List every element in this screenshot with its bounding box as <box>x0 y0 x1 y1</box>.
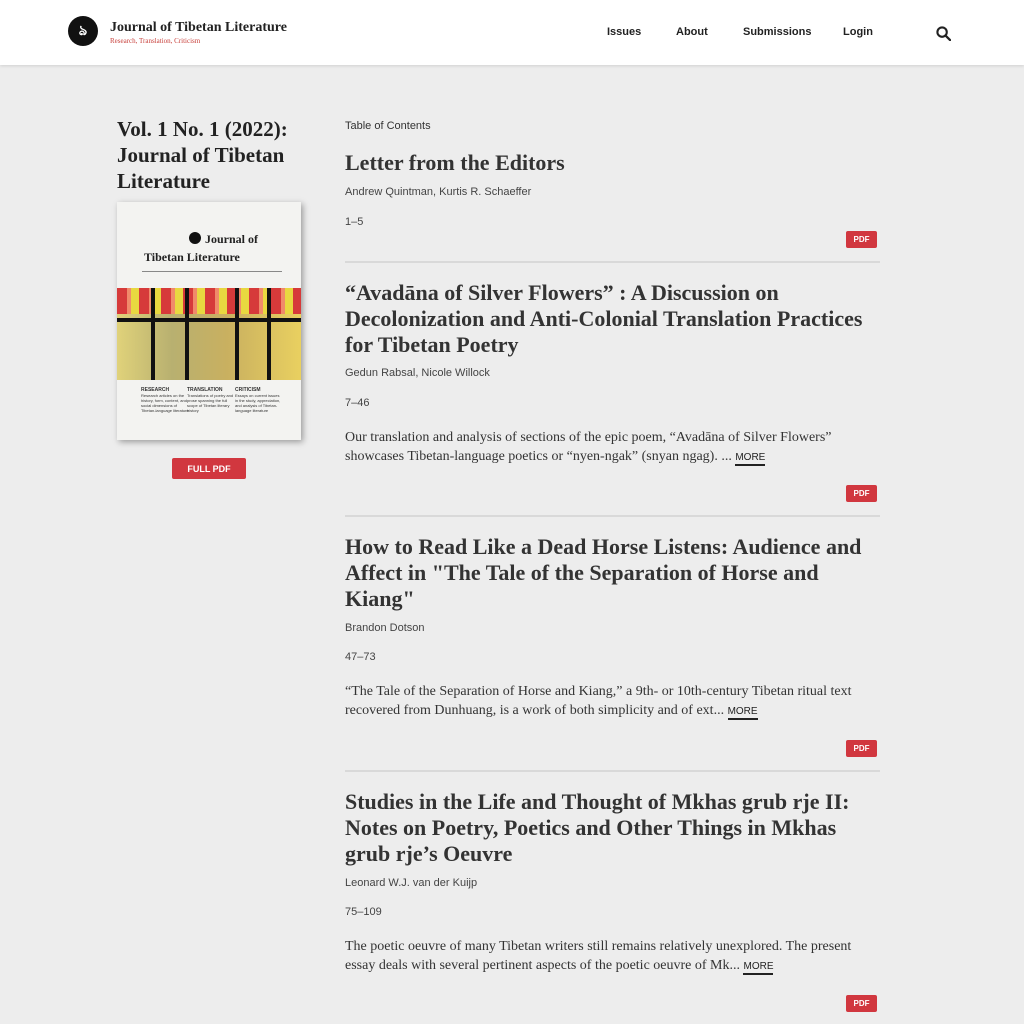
article-authors: Gedun Rabsal, Nicole Willock <box>345 367 490 379</box>
site-title: Journal of Tibetan Literature <box>110 19 287 35</box>
nav-issues[interactable]: Issues <box>607 26 642 38</box>
article-title[interactable]: Studies in the Life and Thought of Mkhas grub rje II: Notes on Poetry, Poetics and Other Things in Mkhas grub rje’s Oeuvre <box>345 789 850 866</box>
cover-column-criticism: CRITICISM Essays on current issues in the study, appreciation, and analysis of Tibetan-language literature <box>235 387 281 413</box>
article-pdf-button[interactable]: PDF <box>846 995 877 1012</box>
nav-submissions[interactable]: Submissions <box>743 26 812 38</box>
toc-label: Table of Contents <box>345 120 431 132</box>
more-link[interactable]: MORE <box>735 452 765 466</box>
article-pages: 47–73 <box>345 651 376 663</box>
article-pages: 1–5 <box>345 216 364 228</box>
more-link[interactable]: MORE <box>728 706 758 720</box>
article-title[interactable]: Letter from the Editors <box>345 150 565 175</box>
cover-column-research: RESEARCH Research articles on the history, form, content, and social dimensions of Tibetan-language literature <box>141 387 189 413</box>
logo-text <box>110 18 287 45</box>
article-title[interactable]: “Avadāna of Silver Flowers” : A Discussion on Decolonization and Anti-Colonial Translation Practices for Tibetan Poetry <box>345 280 863 357</box>
cover-artwork <box>117 288 301 380</box>
article-pdf-button[interactable]: PDF <box>846 231 877 248</box>
more-link[interactable]: MORE <box>743 961 773 975</box>
article-divider <box>345 261 880 263</box>
article-abstract: The poetic oeuvre of many Tibetan writers still remains relatively unexplored. The present essay deals with several pertinent aspects of the poetic oeuvre of Mk... MORE <box>345 939 852 973</box>
nav-login[interactable]: Login <box>843 26 873 38</box>
article-pdf-button[interactable]: PDF <box>846 740 877 757</box>
article-title[interactable]: How to Read Like a Dead Horse Listens: Audience and Affect in "The Tale of the Separation of Horse and Kiang" <box>345 534 862 611</box>
nav-about[interactable]: About <box>676 26 708 38</box>
full-pdf-button[interactable]: FULL PDF <box>172 458 246 479</box>
site-header <box>0 0 1024 65</box>
cover-title-line1: Journal of <box>205 232 259 246</box>
cover-column-translation: TRANSLATION Translations of poetry and prose spanning the full scope of Tibetan literary history <box>187 387 234 413</box>
article-pdf-button[interactable]: PDF <box>846 485 877 502</box>
cover-title-line2: Tibetan Literature <box>144 250 240 264</box>
cover-logo-icon <box>189 232 201 244</box>
journal-logo-icon: ঌ <box>68 16 98 46</box>
cover-divider <box>142 271 282 272</box>
article-authors: Brandon Dotson <box>345 622 425 634</box>
article-pages: 7–46 <box>345 397 370 409</box>
article-pages: 75–109 <box>345 906 382 918</box>
article-authors: Andrew Quintman, Kurtis R. Schaeffer <box>345 186 532 198</box>
article-authors: Leonard W.J. van der Kuijp <box>345 877 478 889</box>
article-divider <box>345 770 880 772</box>
search-icon[interactable] <box>936 26 951 41</box>
issue-cover-image[interactable] <box>117 202 301 440</box>
article-abstract: “The Tale of the Separation of Horse and Kiang,” a 9th- or 10th-century Tibetan ritual text recovered from Dunhuang, is a work of both simplicity and of ext... MORE <box>345 684 852 718</box>
issue-title: Vol. 1 No. 1 (2022): Journal of Tibetan Literature <box>117 117 288 193</box>
article-abstract: Our translation and analysis of sections of the epic poem, “Avadāna of Silver Flowers” showcases Tibetan-language poetics or “nyen-ngak” (snyan ngag). ... MORE <box>345 430 832 464</box>
article-divider <box>345 515 880 517</box>
site-logo[interactable] <box>68 16 287 46</box>
site-subtitle: Research, Translation, Criticism <box>110 36 201 45</box>
